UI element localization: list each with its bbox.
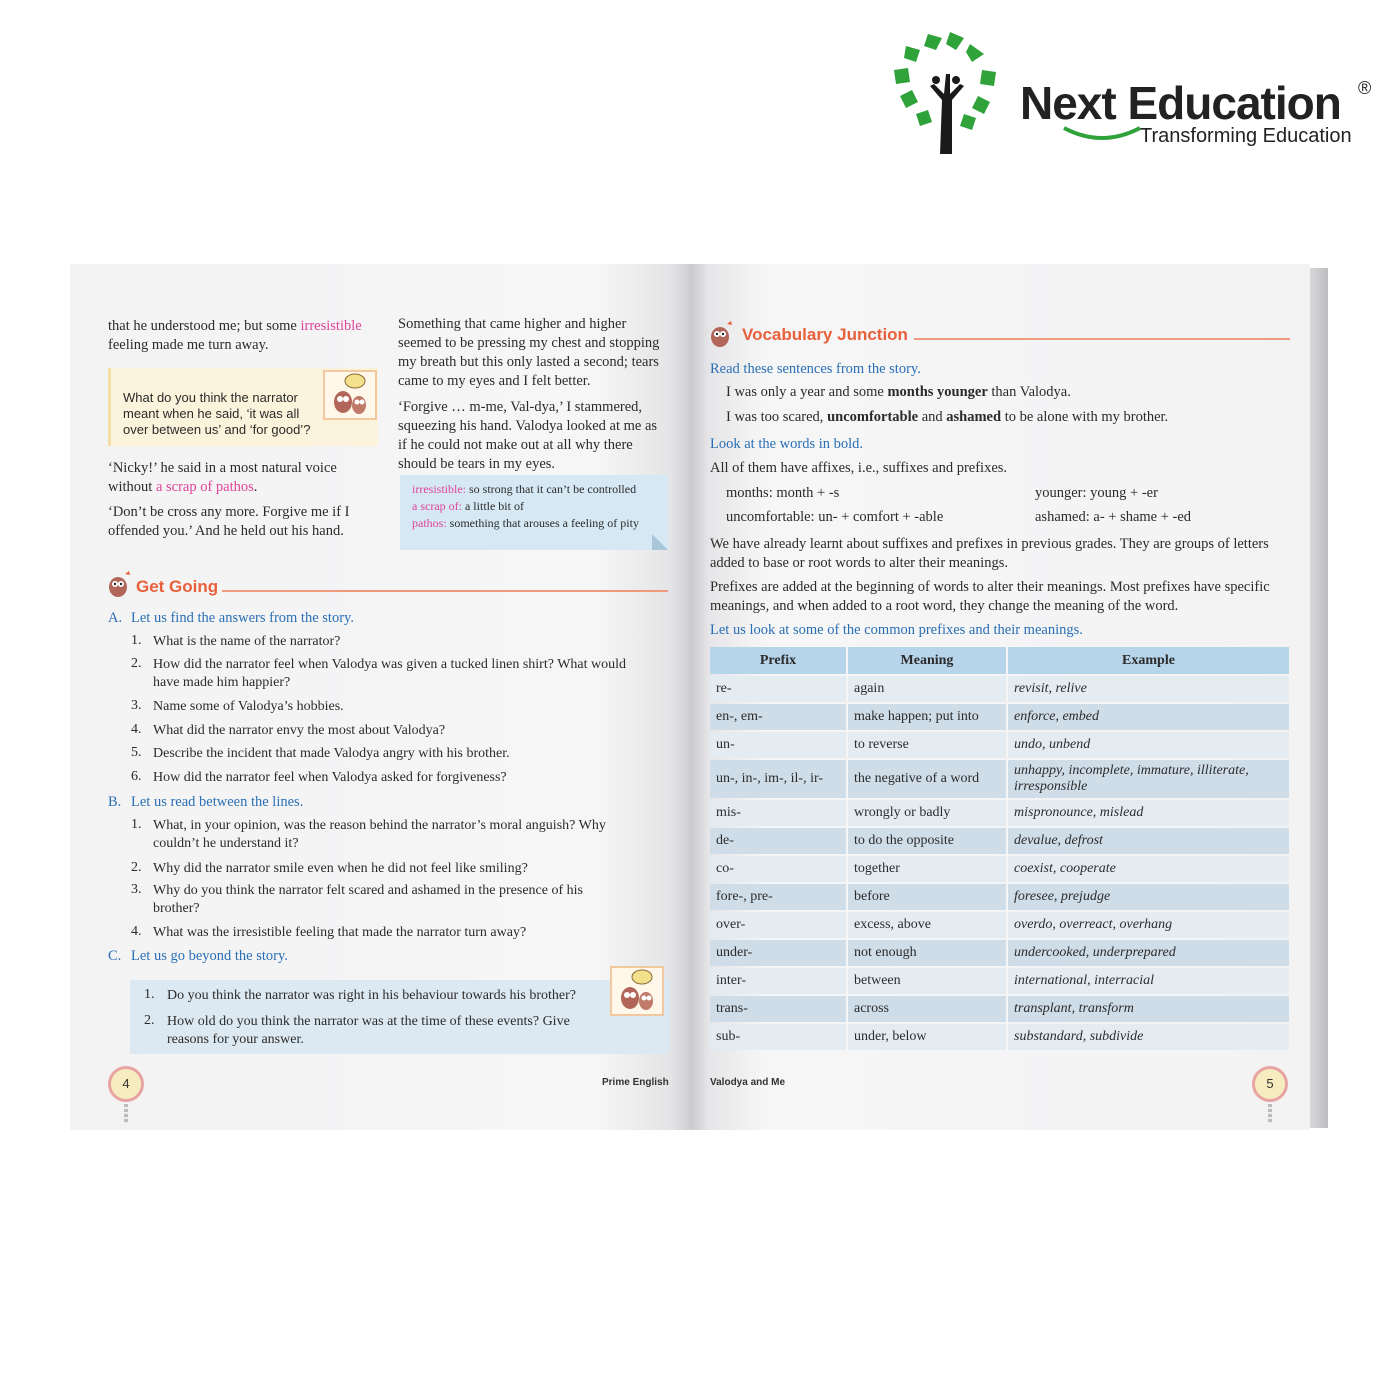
section-label: C. <box>108 948 122 964</box>
page-fold <box>652 534 668 550</box>
affix-intro: All of them have affixes, i.e., suffixes and prefixes. <box>710 460 1008 476</box>
think-box-text: What do you think the narrator meant when he said, ‘it was all over between us’ and ‘for good’? <box>123 390 311 437</box>
glossary-entry: pathos: something that arouses a feeling of pity <box>412 516 639 530</box>
prefix-cell: un-, in-, im-, il-, ir- <box>710 760 848 798</box>
example-cell: mispronounce, mislead <box>1008 800 1289 826</box>
page-edge <box>1310 268 1328 1128</box>
meaning-cell: excess, above <box>848 912 1008 938</box>
example-cell: transplant, transform <box>1008 996 1289 1022</box>
section-title: Let us read between the lines. <box>131 794 304 810</box>
prefix-cell: inter- <box>710 968 848 994</box>
section-label: A. <box>108 610 123 626</box>
question-number: 4. <box>131 722 142 737</box>
question-text: Do you think the narrator was right in his behaviour towards his brother? <box>167 988 577 1003</box>
question-text: Describe the incident that made Valodya angry with his brother. <box>153 746 510 761</box>
question-number: 1. <box>131 817 142 832</box>
owl-illustration <box>610 966 664 1016</box>
story-paragraph-3: ‘Don’t be cross any more. Forgive me if I offended you.’ And he held out his hand. <box>108 504 350 539</box>
prefix-cell: un- <box>710 732 848 758</box>
story-paragraph-1: that he understood me; but some irresistible feeling made me turn away. <box>108 318 362 353</box>
question-number: 3. <box>131 882 142 897</box>
section-label: B. <box>108 794 122 810</box>
meaning-cell: under, below <box>848 1024 1008 1050</box>
prefix-cell: de- <box>710 828 848 854</box>
example-cell: revisit, relive <box>1008 676 1289 702</box>
meaning-cell: together <box>848 856 1008 882</box>
prefix-cell: trans- <box>710 996 848 1022</box>
question-number: 2. <box>131 656 142 671</box>
owl-heading-icon <box>106 570 132 598</box>
meaning-cell: the negative of a word <box>848 760 1008 798</box>
prefix-cell: over- <box>710 912 848 938</box>
open-book <box>70 264 1330 1134</box>
glossary-entry: irresistible: so strong that it can’t be controlled <box>412 482 637 496</box>
get-going-heading: Get Going <box>136 577 219 596</box>
prefix-cell: mis- <box>710 800 848 826</box>
meaning-cell: between <box>848 968 1008 994</box>
table-row <box>710 1024 1289 1050</box>
table-row <box>710 968 1289 994</box>
prefix-cell: fore-, pre- <box>710 884 848 910</box>
page-number-4: 4 <box>108 1066 144 1102</box>
affix-example: younger: young + -er <box>1035 485 1158 501</box>
story-paragraph-5: ‘Forgive … m-me, Val-dya,’ I stammered, squeezing his hand. Valodya looked at me as if he could not make out at all why there should be tears in my eyes. <box>398 399 658 472</box>
affix-example: uncomfortable: un- + comfort + -able <box>726 509 944 525</box>
example-sentence-2: I was too scared, uncomfortable and ashamed to be alone with my brother. <box>726 409 1169 425</box>
question-text: What is the name of the narrator? <box>153 634 341 649</box>
table-row <box>710 996 1289 1022</box>
question-text: Name some of Valodya’s hobbies. <box>153 699 344 714</box>
meaning-cell: make happen; put into <box>848 704 1008 730</box>
story-paragraph-2: ‘Nicky!’ he said in a most natural voice without a scrap of pathos. <box>108 460 337 495</box>
page-number-5: 5 <box>1252 1066 1288 1102</box>
example-cell: substandard, subdivide <box>1008 1024 1289 1050</box>
question-text: How old do you think the narrator was at the time of these events? Give reasons for your answer. <box>167 1014 570 1047</box>
affix-example: months: month + -s <box>726 485 840 501</box>
think-box <box>108 368 378 446</box>
paragraph-affixes: We have already learnt about suffixes and prefixes in previous grades. They are groups of letters added to base or root words to alter their meanings. <box>710 536 1269 571</box>
footer-book-title: Prime English <box>602 1077 669 1088</box>
heading-rule <box>222 590 668 592</box>
table-row <box>710 676 1289 702</box>
meaning-cell: not enough <box>848 940 1008 966</box>
left-page <box>70 264 690 1130</box>
meaning-cell: to reverse <box>848 732 1008 758</box>
example-cell: international, interracial <box>1008 968 1289 994</box>
story-paragraph-4: Something that came higher and higher seemed to be pressing my chest and stopping my breath but this only lasted a second; tears came to my eyes and I felt better. <box>398 316 660 389</box>
prefix-cell: re- <box>710 676 848 702</box>
tree-logo-icon <box>890 30 1002 156</box>
table-row <box>710 828 1289 854</box>
question-text: What, in your opinion, was the reason behind the narrator’s moral anguish? Why couldn’t he understand it? <box>153 818 606 851</box>
question-text: What was the irresistible feeling that made the narrator turn away? <box>153 925 527 940</box>
question-text: Why did the narrator smile even when he did not feel like smiling? <box>153 861 528 876</box>
question-number: 1. <box>131 633 142 648</box>
example-cell: undo, unbend <box>1008 732 1289 758</box>
logo-tagline: Transforming Education <box>1140 125 1352 147</box>
question-number: 1. <box>144 987 155 1002</box>
right-page <box>690 264 1310 1130</box>
table-row <box>710 856 1289 882</box>
owl-heading-icon <box>708 320 734 348</box>
owls-icon <box>612 968 662 1014</box>
page-pole <box>1268 1104 1272 1124</box>
example-cell: foresee, prejudge <box>1008 884 1289 910</box>
next-education-logo <box>890 30 1380 160</box>
example-cell: devalue, defrost <box>1008 828 1289 854</box>
prefix-cell: en-, em- <box>710 704 848 730</box>
meaning-cell: before <box>848 884 1008 910</box>
question-number: 5. <box>131 745 142 760</box>
meaning-cell: again <box>848 676 1008 702</box>
prefix-table <box>710 645 1289 1052</box>
glossary-word-irresistible: irresistible <box>300 318 362 334</box>
prefix-cell: sub- <box>710 1024 848 1050</box>
question-number: 4. <box>131 924 142 939</box>
instruction-look: Look at the words in bold. <box>710 436 864 452</box>
table-row <box>710 704 1289 730</box>
table-row <box>710 760 1289 798</box>
instruction-read: Read these sentences from the story. <box>710 361 921 377</box>
column-header-meaning: Meaning <box>848 647 1008 674</box>
glossary-entry: a scrap of: a little bit of <box>412 499 524 513</box>
logo-smile-icon <box>1062 126 1142 144</box>
column-header-prefix: Prefix <box>710 647 848 674</box>
question-text: What did the narrator envy the most about Valodya? <box>153 723 446 738</box>
section-title: Let us go beyond the story. <box>131 948 288 964</box>
logo-brand-name: Next Education <box>1020 77 1341 129</box>
table-header-row <box>710 647 1289 674</box>
affix-example: ashamed: a- + shame + -ed <box>1035 509 1192 525</box>
table-row <box>710 732 1289 758</box>
heading-rule <box>914 338 1290 340</box>
meaning-cell: wrongly or badly <box>848 800 1008 826</box>
question-text: Why do you think the narrator felt scared and ashamed in the presence of his brother? <box>153 883 583 916</box>
table-row <box>710 800 1289 826</box>
example-sentence-1: I was only a year and some months younger than Valodya. <box>726 384 1071 400</box>
prefix-cell: under- <box>710 940 848 966</box>
glossary-box <box>400 475 668 550</box>
meaning-cell: across <box>848 996 1008 1022</box>
glossary-word-scrap-of-pathos: a scrap of pathos <box>155 479 254 495</box>
table-row <box>710 940 1289 966</box>
example-cell: overdo, overreact, overhang <box>1008 912 1289 938</box>
column-header-example: Example <box>1008 647 1289 674</box>
example-cell: undercooked, underprepared <box>1008 940 1289 966</box>
section-title: Let us find the answers from the story. <box>131 610 354 626</box>
example-cell: unhappy, incomplete, immature, illiterate, irresponsible <box>1008 760 1289 798</box>
meaning-cell: to do the opposite <box>848 828 1008 854</box>
owls-icon <box>325 372 375 418</box>
instruction-table: Let us look at some of the common prefixes and their meanings. <box>710 622 1083 638</box>
footer-story-title: Valodya and Me <box>710 1077 786 1088</box>
table-row <box>710 884 1289 910</box>
question-text: How did the narrator feel when Valodya was given a tucked linen shirt? What would have made him happier? <box>153 657 627 690</box>
table-row <box>710 912 1289 938</box>
example-cell: coexist, cooperate <box>1008 856 1289 882</box>
question-number: 2. <box>144 1013 155 1028</box>
example-cell: enforce, embed <box>1008 704 1289 730</box>
prefix-cell: co- <box>710 856 848 882</box>
registered-mark: ® <box>1358 78 1372 98</box>
owl-illustration <box>323 370 377 420</box>
question-number: 2. <box>131 860 142 875</box>
paragraph-prefixes: Prefixes are added at the beginning of words to alter their meanings. Most prefixes have specific meanings, and when added to a root word, they change the meaning of the word. <box>710 579 1270 614</box>
question-text: How did the narrator feel when Valodya asked for forgiveness? <box>153 770 507 785</box>
page-pole <box>124 1104 128 1124</box>
vocabulary-junction-heading: Vocabulary Junction <box>742 325 908 344</box>
question-number: 3. <box>131 698 142 713</box>
question-number: 6. <box>131 769 142 784</box>
